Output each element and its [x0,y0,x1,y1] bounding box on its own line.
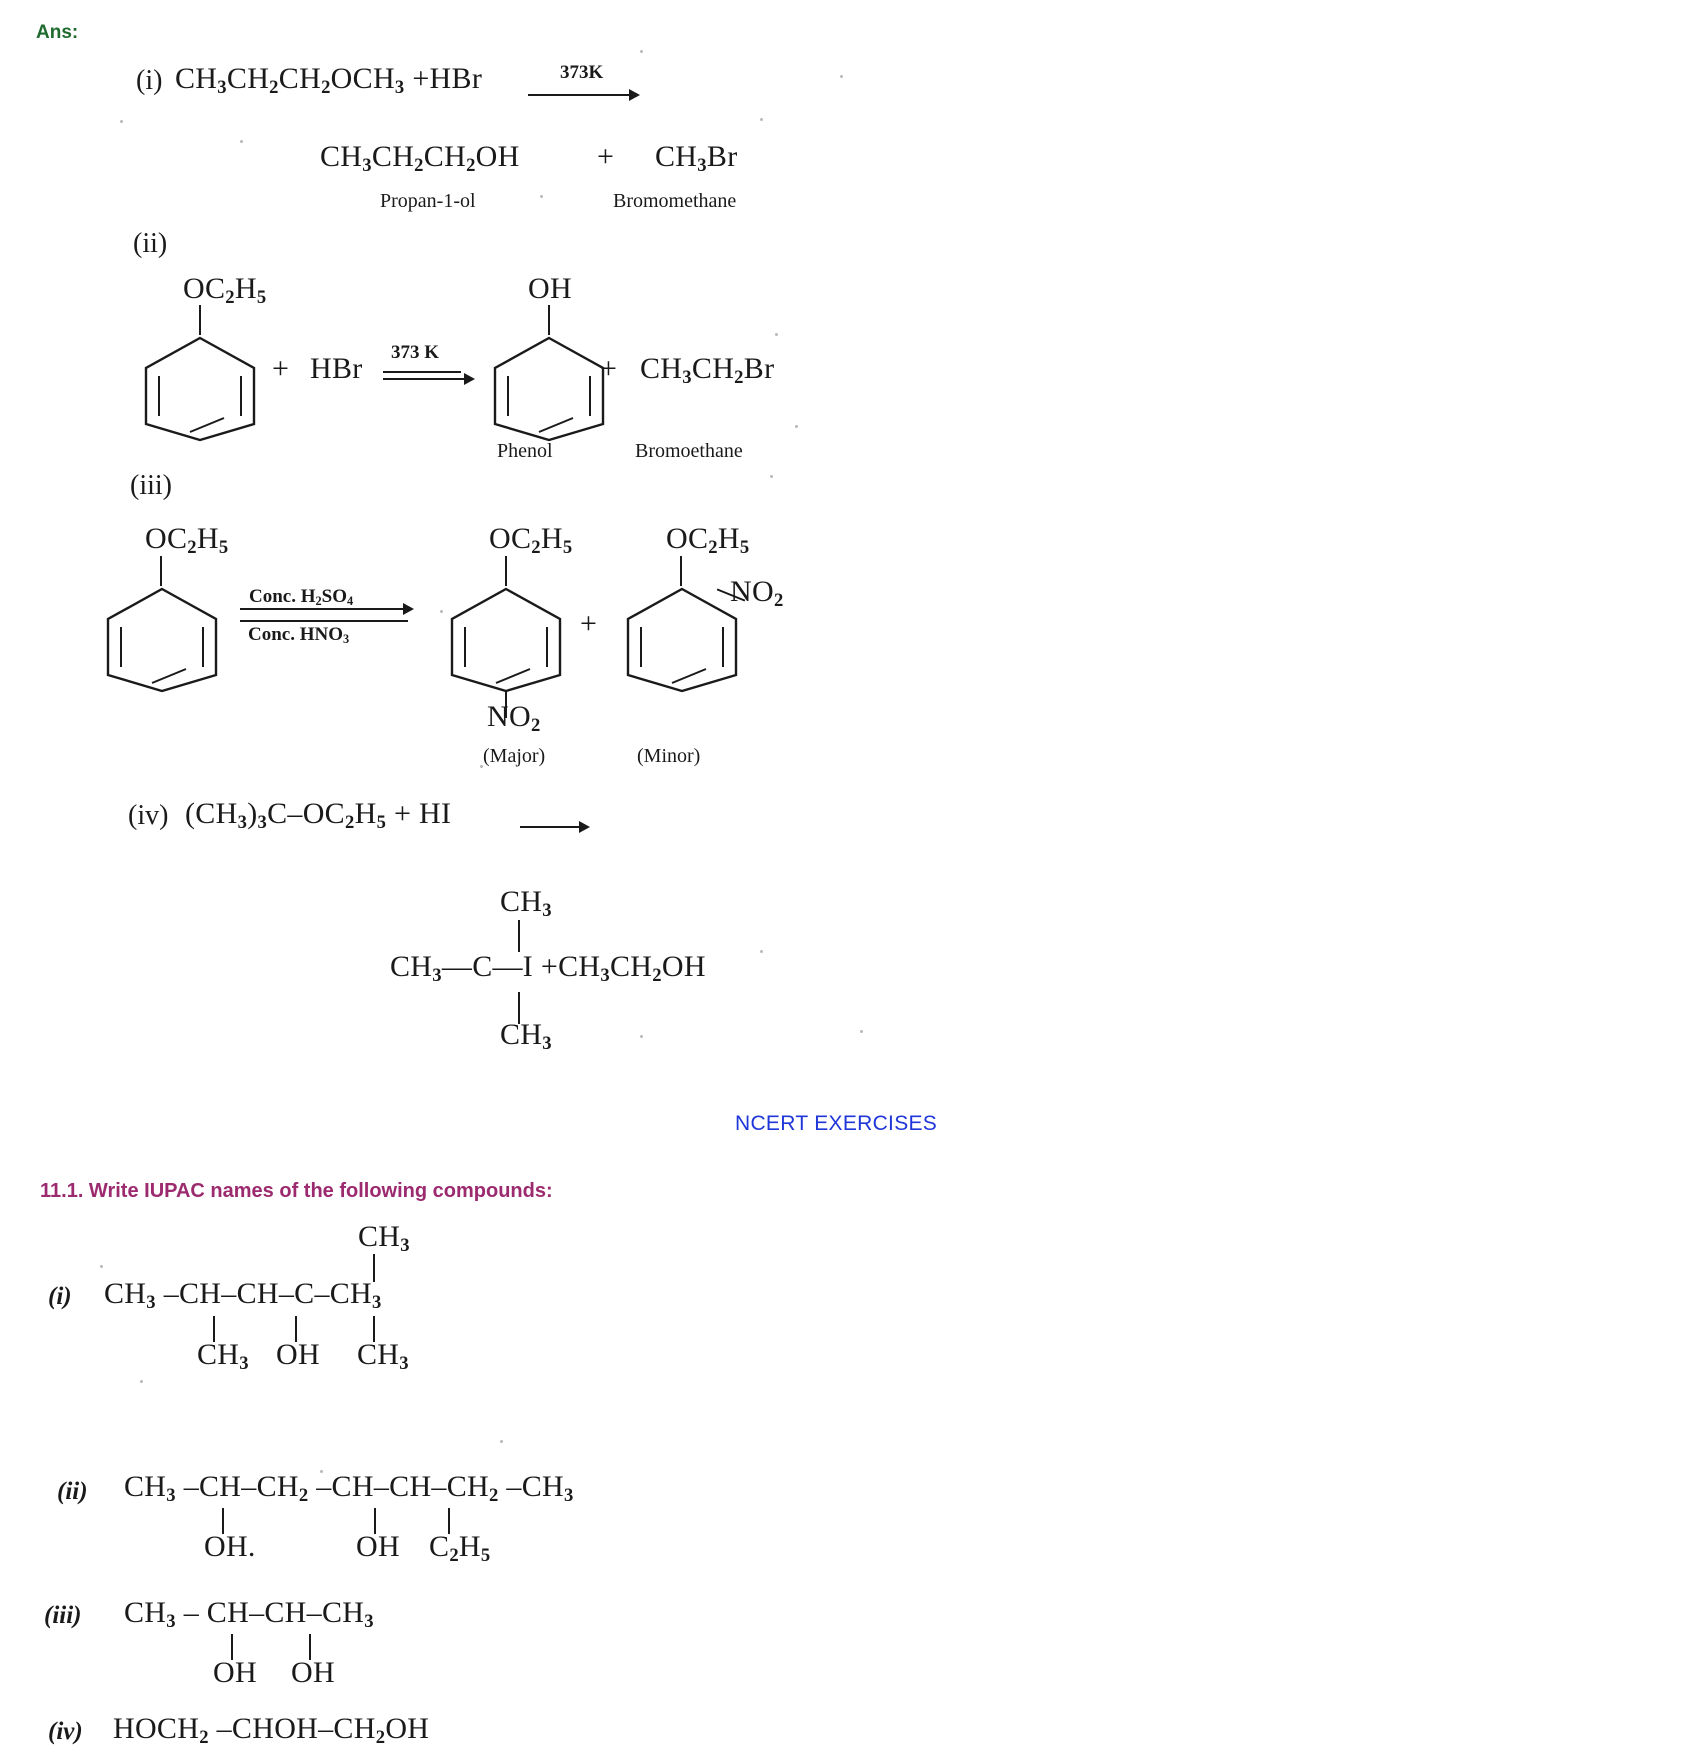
question-heading: 11.1. Write IUPAC names of the following compounds: [40,1180,553,1202]
reaction-iii-minor-nitro: $NO_2$ [730,575,784,612]
reaction-iv-product-chain: $CH_3—C—I +CH_3CH_2OH$ [390,950,706,987]
reaction-iii-reactant-substituent: $OC_2H_5$ [145,522,229,559]
speck [440,610,443,613]
reaction-iii-number: (iii) [130,470,172,501]
reaction-i-number: (i) [136,65,163,96]
reaction-iii-major-label: (Major) [483,745,546,767]
speck [770,475,773,478]
speck [240,140,243,143]
reaction-iii-major-substituent: $OC_2H_5$ [489,522,573,559]
compound-i-main-chain: $CH_3$ $-CH-CH-C-CH_3$ [104,1277,382,1314]
reaction-ii-condition: 373 K [391,342,440,363]
compound-iii-branch-1: OH [213,1656,257,1689]
compound-iv-main-chain: $HOCH_2$ $-CHOH-CH_2OH$ [113,1712,430,1749]
speck [120,120,123,123]
reaction-iii-major-benzene-ring [444,585,568,695]
reaction-iii-condition-divider [240,620,408,622]
speck [540,195,543,198]
reaction-iii-major-nitro: $NO_2$ [487,700,541,737]
reaction-i-arrow [528,94,638,96]
compound-ii-number: (ii) [57,1478,88,1505]
compound-iii-branch-2: OH [291,1656,335,1689]
compound-iii-main-chain: $CH_3 - CH-CH-CH_3$ [124,1596,374,1633]
speck [640,50,643,53]
compound-i-top-branch: $CH_3$ [358,1220,410,1257]
compound-ii-branch-1: OH. [204,1530,256,1563]
reaction-iii-minor-label: (Minor) [637,745,701,767]
speck [500,1440,503,1443]
compound-iv-number: (iv) [48,1718,83,1745]
reaction-ii-plus-right: + [600,352,618,385]
reaction-i-product-2: $CH_3Br$ [655,140,738,177]
reaction-iv-reactant: $(CH_3)_3C-OC_2H_5$ + HI [185,797,452,834]
reaction-iii-reactant-bond [160,556,162,586]
compound-ii-main-chain: $CH_3$ $-CH-CH_2$ $-CH-CH-CH_2$ $-CH_3$ [124,1470,574,1507]
reaction-ii-product-bond [548,305,550,335]
speck [840,75,843,78]
reaction-ii-reactant-substituent: $OC_2H_5$ [183,272,267,309]
compound-i-branch-1: $CH_3$ [197,1338,249,1375]
speck [775,333,778,336]
reaction-iv-arrow [520,826,588,828]
speck [760,950,763,953]
reaction-iii-benzene-ring [100,585,224,695]
reaction-i-product-2-name: Bromomethane [613,190,737,212]
reaction-iv-product-bottom-methyl: $CH_3$ [500,1018,552,1055]
reaction-iii-plus: + [580,607,598,640]
reaction-iii-minor-top-bond [680,556,682,586]
reaction-ii-reagent: HBr [310,352,363,385]
speck [760,118,763,121]
compound-ii-branch-2: OH [356,1530,400,1563]
reaction-ii-product-substituent: OH [528,272,572,305]
reaction-ii-plus-left: + [272,352,290,385]
reaction-i-product-plus: + [597,140,615,173]
reaction-ii-side-product: $CH_3CH_2Br$ [640,352,775,389]
reaction-iii-minor-benzene-ring [620,585,744,695]
speck [100,1265,103,1268]
answer-label: Ans: [36,22,79,43]
compound-iii-number: (iii) [44,1602,82,1629]
reaction-ii-product-name-bromoethane: Bromoethane [635,440,743,462]
reaction-ii-arrow-second-line [383,371,461,373]
reaction-iii-condition-bottom: Conc. $HNO_3$ [248,624,350,647]
reaction-ii-number: (ii) [133,228,168,259]
speck [795,425,798,428]
reaction-i-product-1-name: Propan-1-ol [380,190,476,212]
compound-i-branch-2: OH [276,1338,320,1371]
ncert-exercises-heading: NCERT EXERCISES [735,1112,938,1135]
reaction-iv-number: (iv) [128,800,169,831]
reaction-iv-product-top-methyl: $CH_3$ [500,885,552,922]
compound-i-number: (i) [48,1283,72,1310]
reaction-ii-product-benzene-ring [487,334,611,444]
reaction-i-product-1: $CH_3CH_2CH_2OH$ [320,140,520,177]
compound-i-branch-3: $CH_3$ [357,1338,409,1375]
reaction-iv-top-bond [518,920,520,952]
speck [860,1030,863,1033]
reaction-ii-reactant-bond [199,305,201,335]
reaction-ii-benzene-ring [138,334,262,444]
reaction-i-condition: 373K [560,62,604,83]
reaction-i-reactant: $CH_3CH_2CH_2OCH_3 +HBr$ [175,62,483,99]
reaction-iii-arrow [240,608,412,610]
reaction-iii-minor-substituent: $OC_2H_5$ [666,522,750,559]
reaction-ii-arrow [383,378,473,380]
speck [140,1380,143,1383]
reaction-iii-condition-top: Conc. $H_2SO_4$ [249,586,354,609]
reaction-ii-product-name-phenol: Phenol [497,440,553,462]
reaction-iii-major-top-bond [505,556,507,586]
speck [640,1035,643,1038]
compound-ii-branch-3: $C_2H_5$ [429,1530,491,1567]
